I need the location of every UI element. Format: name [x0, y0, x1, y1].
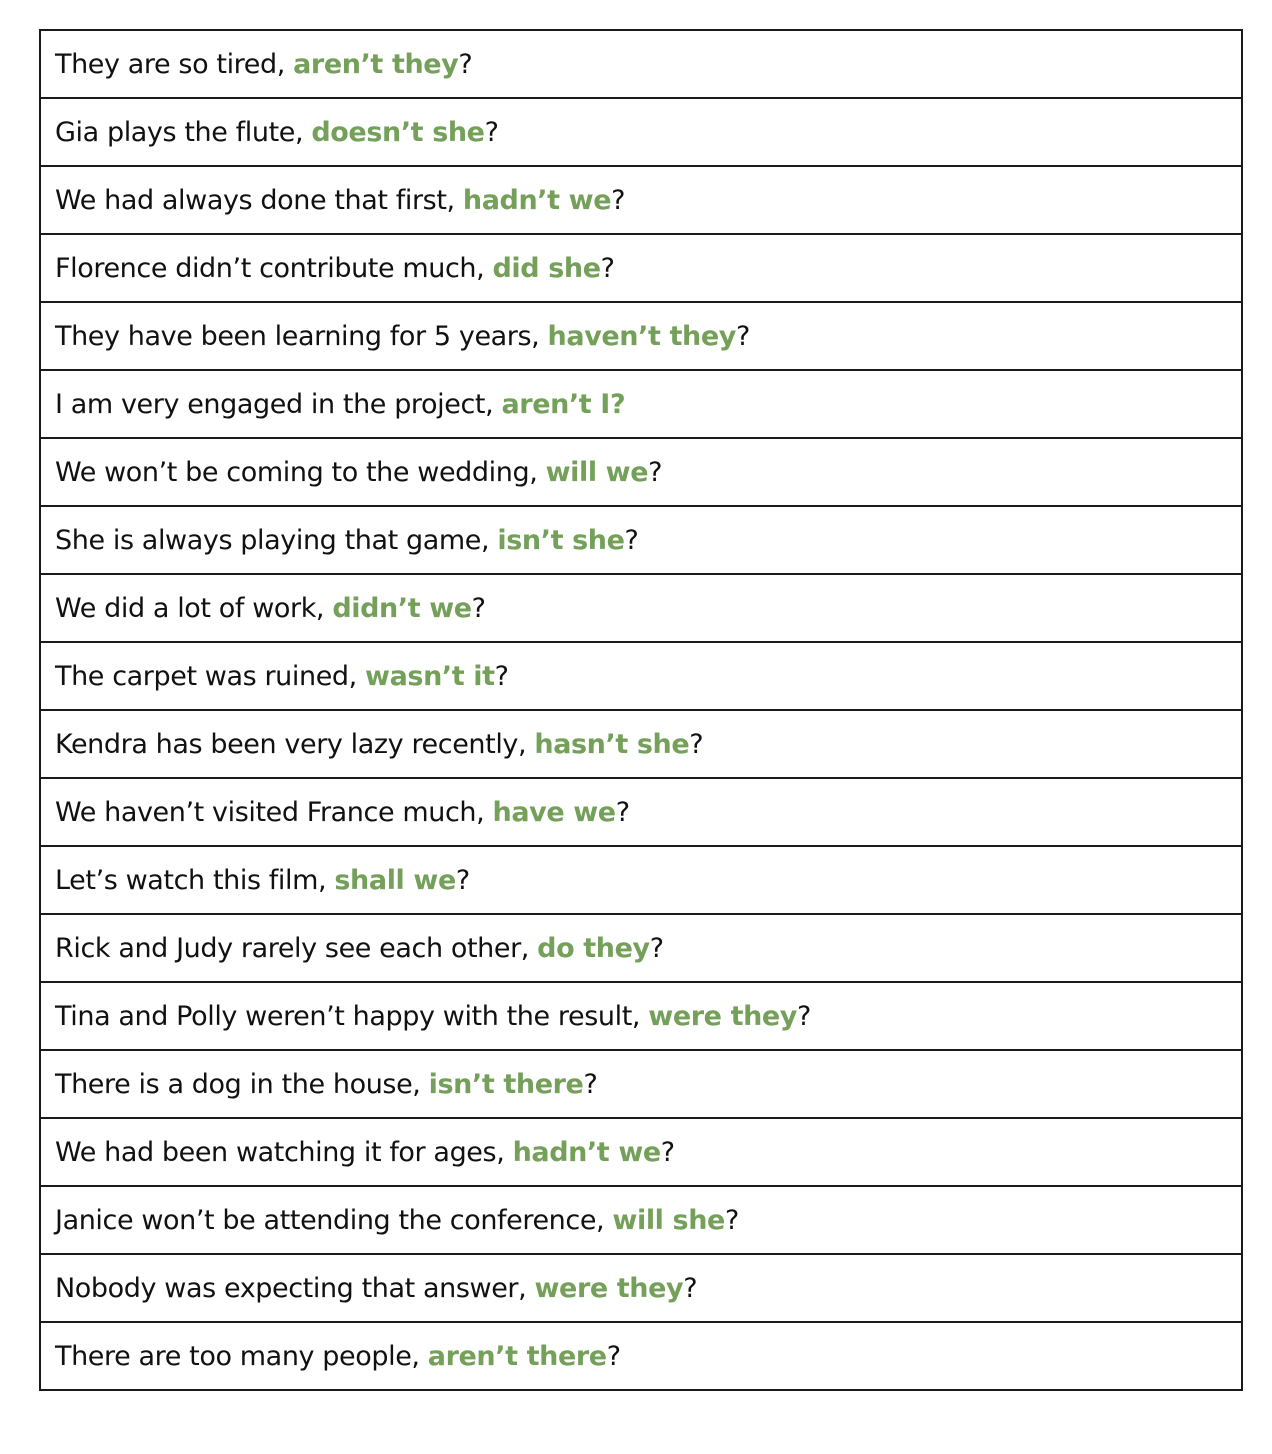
sentence-text: Tina and Polly weren’t happy with the result, [55, 1000, 649, 1032]
table-row [40, 30, 1242, 98]
table-row [40, 1322, 1242, 1390]
sentence-cell [40, 1050, 1242, 1118]
sentence-text: We won’t be coming to the wedding, [55, 456, 546, 488]
sentence-cell [40, 30, 1242, 98]
question-tag: aren’t I? [501, 388, 626, 420]
sentence-cell [40, 982, 1242, 1050]
sentence-text: They have been learning for 5 years, [55, 320, 548, 352]
sentence-cell [40, 574, 1242, 642]
sentence-end: ? [624, 524, 639, 556]
table-row [40, 234, 1242, 302]
sentence-cell [40, 234, 1242, 302]
sentence-text: Florence didn’t contribute much, [55, 252, 493, 284]
sentence-text: We had always done that first, [55, 184, 463, 216]
table-row [40, 1050, 1242, 1118]
question-tag: were they [648, 1000, 798, 1032]
sentence-cell [40, 506, 1242, 574]
sentence-end: ? [649, 932, 664, 964]
sentence-end: ? [660, 1136, 675, 1168]
sentence-text: We did a lot of work, [55, 592, 333, 624]
sentence-end: ? [611, 184, 626, 216]
sentence-end: ? [494, 660, 509, 692]
table-row [40, 710, 1242, 778]
table-row [40, 846, 1242, 914]
table-row [40, 1186, 1242, 1254]
table-row [40, 98, 1242, 166]
sentence-text: There is a dog in the house, [55, 1068, 429, 1100]
question-tag: hadn’t we [512, 1136, 661, 1168]
sentence-cell [40, 642, 1242, 710]
sentence-cell [40, 778, 1242, 846]
sentence-end: ? [458, 48, 473, 80]
sentence-end: ? [683, 1272, 698, 1304]
question-tag: aren’t there [427, 1340, 607, 1372]
sentence-cell [40, 370, 1242, 438]
sentence-text: Rick and Judy rarely see each other, [55, 932, 538, 964]
sentence-cell [40, 98, 1242, 166]
sentence-text: Janice won’t be attending the conference, [55, 1204, 613, 1236]
sentence-end: ? [724, 1204, 739, 1236]
sentence-text: We had been watching it for ages, [55, 1136, 513, 1168]
table-row [40, 914, 1242, 982]
sentence-end: ? [606, 1340, 621, 1372]
sentence-text: The carpet was ruined, [55, 660, 366, 692]
question-tag: do they [537, 932, 650, 964]
sentence-text: I am very engaged in the project, [55, 388, 502, 420]
sentence-text: Nobody was expecting that answer, [55, 1272, 535, 1304]
sentence-cell [40, 1186, 1242, 1254]
sentence-end: ? [600, 252, 615, 284]
question-tags-table [39, 29, 1243, 1391]
question-tag: isn’t there [428, 1068, 584, 1100]
table-row [40, 574, 1242, 642]
question-tag: wasn’t it [365, 660, 495, 692]
question-tags-sheet [39, 29, 1243, 1391]
table-row [40, 302, 1242, 370]
table-row [40, 778, 1242, 846]
sentence-end: ? [735, 320, 750, 352]
question-tag: doesn’t she [311, 116, 485, 148]
sentence-cell [40, 302, 1242, 370]
table-row [40, 370, 1242, 438]
question-tag: aren’t they [293, 48, 459, 80]
question-tag: hasn’t she [534, 728, 690, 760]
table-row [40, 438, 1242, 506]
sentence-end: ? [484, 116, 499, 148]
question-tag: will we [545, 456, 649, 488]
sentence-text: There are too many people, [55, 1340, 428, 1372]
table-row [40, 166, 1242, 234]
question-tag: isn’t she [497, 524, 625, 556]
sentence-end: ? [455, 864, 470, 896]
sentence-text: Kendra has been very lazy recently, [55, 728, 535, 760]
sentence-end: ? [797, 1000, 811, 1032]
question-tag: will she [612, 1204, 725, 1236]
sentence-cell [40, 710, 1242, 778]
question-tag: didn’t we [332, 592, 472, 624]
sentence-end: ? [689, 728, 704, 760]
sentence-end: ? [615, 796, 630, 828]
sentence-text: She is always playing that game, [55, 524, 498, 556]
sentence-text: Let’s watch this film, [55, 864, 335, 896]
table-row [40, 1254, 1242, 1322]
sentence-text: We haven’t visited France much, [55, 796, 493, 828]
table-row [40, 506, 1242, 574]
sentence-end: ? [583, 1068, 598, 1100]
question-tag: have we [492, 796, 616, 828]
question-tag: were they [534, 1272, 684, 1304]
sentence-cell [40, 1118, 1242, 1186]
sentence-cell [40, 1322, 1242, 1390]
sentence-cell [40, 1254, 1242, 1322]
question-tag: shall we [334, 864, 456, 896]
sentence-end: ? [648, 456, 663, 488]
question-tag: did she [492, 252, 601, 284]
sentence-cell [40, 438, 1242, 506]
sentence-text: Gia plays the flute, [55, 116, 312, 148]
table-row [40, 642, 1242, 710]
sentence-cell [40, 166, 1242, 234]
sentence-cell [40, 846, 1242, 914]
sentence-cell [40, 914, 1242, 982]
question-tag: haven’t they [547, 320, 736, 352]
sentence-end: ? [471, 592, 486, 624]
sentence-text: They are so tired, [55, 48, 294, 80]
question-tag: hadn’t we [462, 184, 612, 216]
table-row [40, 982, 1242, 1050]
table-row [40, 1118, 1242, 1186]
